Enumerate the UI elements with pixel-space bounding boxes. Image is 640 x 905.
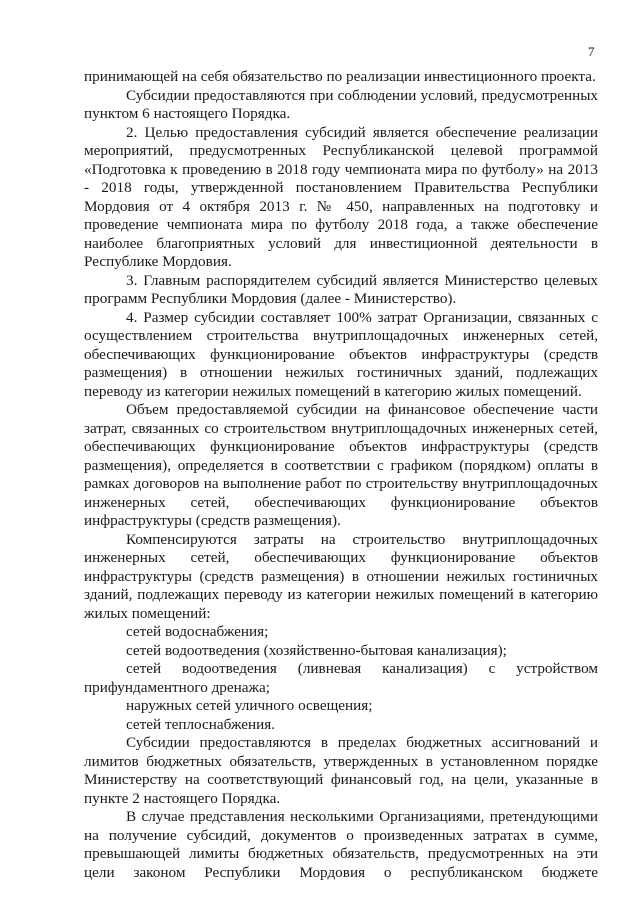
paragraph-item-4-subsidy-size: 4. Размер субсидии составляет 100% затрат Организации, связанных с осуществлением строительства внутриплощадочных инженерных сетей, обеспечивающих функционирование объектов инфраструктуры (средств размещения) в отношении нежилых гостиничных зданий, подлежащих переводу из категории нежилых помещений в категорию жилых помещений. (84, 308, 598, 400)
list-item-domestic-sewage: сетей водоотведения (хозяйственно-бытовая канализация); (126, 641, 507, 659)
list-item-heat-supply: сетей теплоснабжения. (126, 715, 276, 733)
paragraph-budget-limits: Субсидии предоставляются в пределах бюджетных ассигнований и лимитов бюджетных обязательств, утвержденных в установленном порядке Министерству на соответствующий финансовый год, на цели, указанные в пункте 2 настоящего Порядка. (84, 734, 598, 807)
list-item-street-lighting: наружных сетей уличного освещения; (126, 697, 373, 714)
paragraph-item-3-administrator: 3. Главным распорядителем субсидий является Министерство целевых программ Республики Мордовия (далее - Министерство). (84, 271, 598, 307)
paragraph-continuation: принимающей на себя обязательство по реализации инвестиционного проекта. (84, 68, 596, 85)
list-item-storm-sewage: сетей водоотведения (ливневая канализация) с устройством прифундаментного дренажа; (84, 660, 598, 696)
document-body (84, 68, 598, 882)
paragraph-subsidy-conditions: Субсидии предоставляются при соблюдении условий, предусмотренных пунктом 6 настоящего Порядка. (84, 86, 598, 122)
paragraph-item-2-purpose: 2. Целью предоставления субсидий является обеспечение реализации мероприятий, предусмотренных Республиканской целевой программой «Подготовка к проведению в 2018 году чемпионата мира по футболу» на 2013 - 2018 годы, утвержденной постановлением Правительства Республики Мордовия от 4 октября 2013 г. № 450, направленных на подготовку и проведение чемпионата мира по футболу 2018 года, а также обеспечение наиболее благоприятных условий для инвестиционной деятельности в Республике Мордовия. (84, 123, 598, 270)
paragraph-subsidy-volume: Объем предоставляемой субсидии на финансовое обеспечение части затрат, связанных со строительством внутриплощадочных инженерных сетей, обеспечивающих функционирование объектов инфраструктуры (средств размещения), определяется в соответствии с графиком (порядком) оплаты в рамках договоров на выполнение работ по строительству внутриплощадочных инженерных сетей, обеспечивающих функционирование объектов инфраструктуры (средств размещения). (84, 401, 598, 529)
list-item-water-supply: сетей водоснабжения; (126, 623, 269, 640)
paragraph-multiple-organizations: В случае представления несколькими Организациями, претендующими на получение субсидий, документов о произведенных затратах в сумме, превышающей лимиты бюджетных обязательств, предусмотренных на эти цели законом Республики Мордовия о республиканском бюджете (84, 808, 598, 881)
paragraph-compensated-costs: Компенсируются затраты на строительство внутриплощадочных инженерных сетей, обеспечивающих функционирование объектов инфраструктуры (средств размещения) в отношении нежилых гостиничных зданий, подлежащих переводу из категории нежилых помещений в категорию жилых помещений: (84, 530, 598, 622)
page-number: 7 (588, 44, 595, 59)
